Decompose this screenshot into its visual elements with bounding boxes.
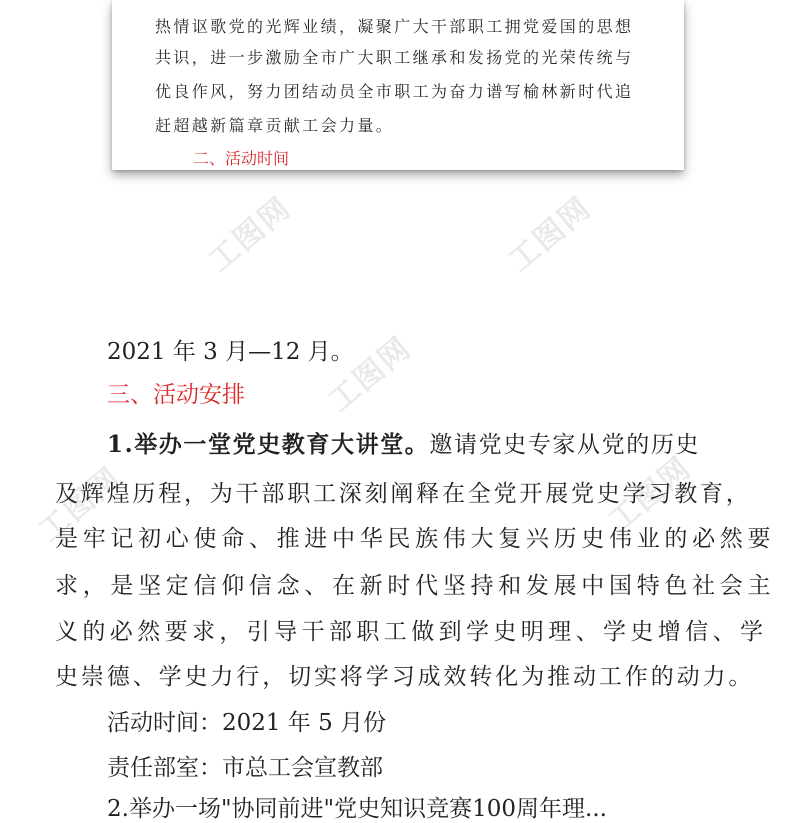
card-text-line: 赶超越新篇章贡献工会力量。: [155, 116, 395, 135]
item-text: 邀请党史专家从党的历史: [429, 432, 701, 458]
cut-off-line: 2.举办一场"协同前进"党史知识竞赛100周年理...: [107, 796, 607, 822]
watermark: 工图网: [602, 450, 699, 539]
responsible-department: 责任部室：市总工会宣教部: [107, 755, 383, 781]
card-text-line: 优良作风，努力团结动员全市职工为奋力谱写榆林新时代追: [155, 82, 634, 101]
card-section-heading: 二、活动时间: [193, 149, 290, 168]
watermark: 工图网: [502, 190, 599, 279]
watermark: 工图网: [322, 330, 419, 419]
activity-time: 活动时间：2021 年 5 月份: [107, 710, 387, 736]
item-first-line: [107, 426, 700, 459]
watermark: 工图网: [32, 460, 129, 549]
watermark: 工图网: [202, 190, 299, 279]
paragraph-line: 及辉煌历程，为干部职工深刻阐释在全党开展党史学习教育，: [55, 481, 752, 507]
paragraph-line: 求，是坚定信仰信念、在新时代坚持和发展中国特色社会主: [55, 573, 776, 599]
card-text-line: 共识，进一步激励全市广大职工继承和发扬党的光荣传统与: [155, 48, 634, 67]
activity-period: 2021 年 3 月—12 月。: [107, 339, 354, 365]
paragraph-line: 史崇德、学史力行，切实将学习成效转化为推动工作的动力。: [55, 664, 755, 690]
paragraph-line: 义的必然要求，引导干部职工做到学史明理、学史增信、学: [55, 619, 768, 645]
item-title: 1.举办一堂党史教育大讲堂。: [107, 431, 430, 458]
section-heading: 三、活动安排: [107, 382, 245, 408]
card-text-line: 热情讴歌党的光辉业绩，凝聚广大干部职工拥党爱国的思想: [155, 17, 634, 36]
paragraph-line: 是牢记初心使命、推进中华民族伟大复兴历史伟业的必然要: [55, 526, 776, 552]
